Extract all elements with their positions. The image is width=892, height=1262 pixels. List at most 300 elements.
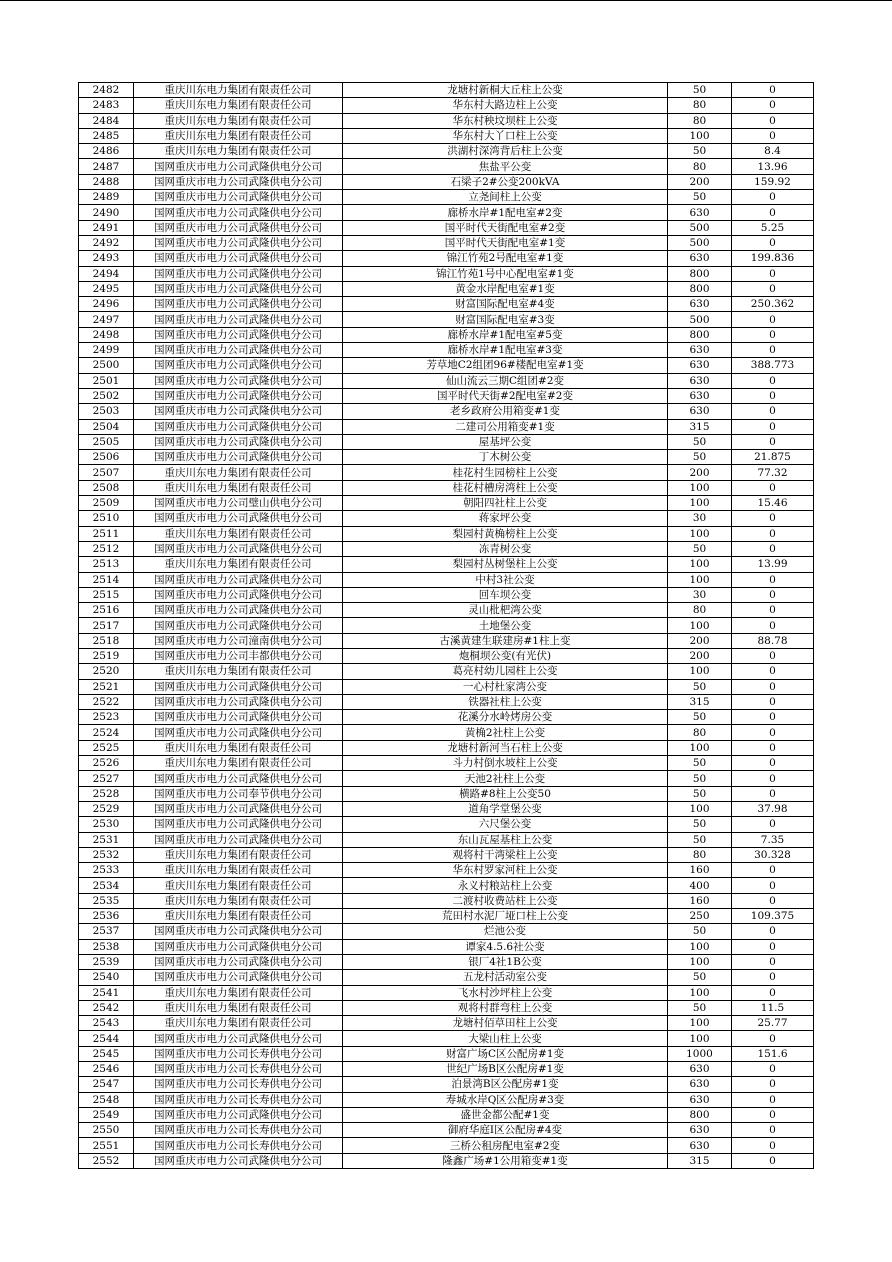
transformer-name-cell: 财富国际配电室#4变 (343, 297, 668, 312)
table-row (79, 694, 814, 709)
value-cell: 0 (732, 985, 814, 1000)
table-row (79, 327, 814, 342)
value-cell: 0 (732, 235, 814, 250)
capacity-cell: 100 (668, 1016, 732, 1031)
table-row (79, 98, 814, 113)
transformer-name-cell: 炮桐坝公变(有光伏) (343, 648, 668, 663)
row-number-cell: 2498 (79, 327, 134, 342)
table-row (79, 603, 814, 618)
company-cell: 国网重庆市电力公司武隆供电分公司 (134, 511, 343, 526)
row-number-cell: 2501 (79, 373, 134, 388)
value-cell: 0 (732, 786, 814, 801)
table-row (79, 909, 814, 924)
transformer-name-cell: 洪湖村深湾背后柱上公变 (343, 144, 668, 159)
capacity-cell: 50 (668, 144, 732, 159)
value-cell: 0 (732, 939, 814, 954)
table-row (79, 1077, 814, 1092)
row-number-cell: 2485 (79, 128, 134, 143)
row-number-cell: 2549 (79, 1107, 134, 1122)
value-cell: 0 (732, 83, 814, 98)
company-cell: 国网重庆市电力公司长寿供电分公司 (134, 1123, 343, 1138)
transformer-name-cell: 老乡政府公用箱变#1变 (343, 404, 668, 419)
company-cell: 国网重庆市电力公司武隆供电分公司 (134, 725, 343, 740)
company-cell: 国网重庆市电力公司武隆供电分公司 (134, 312, 343, 327)
table-row (79, 388, 814, 403)
capacity-cell: 30 (668, 587, 732, 602)
value-cell: 5.25 (732, 220, 814, 235)
table-row (79, 312, 814, 327)
table-row (79, 113, 814, 128)
value-cell: 15.46 (732, 496, 814, 511)
capacity-cell: 800 (668, 327, 732, 342)
company-cell: 国网重庆市电力公司武隆供电分公司 (134, 618, 343, 633)
table-row (79, 1062, 814, 1077)
value-cell: 0 (732, 694, 814, 709)
row-number-cell: 2507 (79, 465, 134, 480)
table-row (79, 740, 814, 755)
value-cell: 13.99 (732, 557, 814, 572)
row-number-cell: 2534 (79, 878, 134, 893)
transformer-name-cell: 仙山流云三期C组团#2变 (343, 373, 668, 388)
table-row (79, 572, 814, 587)
capacity-cell: 500 (668, 235, 732, 250)
row-number-cell: 2497 (79, 312, 134, 327)
value-cell: 77.32 (732, 465, 814, 480)
transformer-name-cell: 财富广场C区公配房#1变 (343, 1046, 668, 1061)
transformer-name-cell: 廊桥水岸#1配电室#3变 (343, 343, 668, 358)
row-number-cell: 2527 (79, 771, 134, 786)
transformer-name-cell: 银厂4社1B公变 (343, 954, 668, 969)
company-cell: 重庆川东电力集团有限责任公司 (134, 465, 343, 480)
transformer-name-cell: 古溪黄建生联建房#1柱上变 (343, 633, 668, 648)
transformer-name-cell: 中村3社公变 (343, 572, 668, 587)
capacity-cell: 400 (668, 878, 732, 893)
company-cell: 国网重庆市电力公司武隆供电分公司 (134, 266, 343, 281)
table-row (79, 863, 814, 878)
transformer-name-cell: 华东村大路边柱上公变 (343, 98, 668, 113)
capacity-cell: 50 (668, 924, 732, 939)
table-row (79, 878, 814, 893)
transformer-name-cell: 三桥公租房配电室#2变 (343, 1138, 668, 1153)
row-number-cell: 2489 (79, 190, 134, 205)
table-row (79, 664, 814, 679)
company-cell: 国网重庆市电力公司长寿供电分公司 (134, 1046, 343, 1061)
company-cell: 国网重庆市电力公司武隆供电分公司 (134, 771, 343, 786)
table-row (79, 511, 814, 526)
transformer-name-cell: 五龙村活动室公变 (343, 970, 668, 985)
row-number-cell: 2521 (79, 679, 134, 694)
row-number-cell: 2492 (79, 235, 134, 250)
value-cell: 0 (732, 343, 814, 358)
value-cell: 0 (732, 128, 814, 143)
company-cell: 重庆川东电力集团有限责任公司 (134, 740, 343, 755)
capacity-cell: 80 (668, 113, 732, 128)
table-row (79, 970, 814, 985)
capacity-cell: 630 (668, 251, 732, 266)
transformer-name-cell: 烂池公变 (343, 924, 668, 939)
company-cell: 重庆川东电力集团有限责任公司 (134, 480, 343, 495)
capacity-cell: 100 (668, 128, 732, 143)
table-row (79, 832, 814, 847)
capacity-cell: 100 (668, 985, 732, 1000)
row-number-cell: 2531 (79, 832, 134, 847)
company-cell: 国网重庆市电力公司长寿供电分公司 (134, 1138, 343, 1153)
capacity-cell: 100 (668, 801, 732, 816)
company-cell: 国网重庆市电力公司武隆供电分公司 (134, 343, 343, 358)
company-cell: 国网重庆市电力公司武隆供电分公司 (134, 450, 343, 465)
transformer-name-cell: 葛亮村幼儿园柱上公变 (343, 664, 668, 679)
transformer-name-cell: 廊桥水岸#1配电室#5变 (343, 327, 668, 342)
company-cell: 国网重庆市电力公司武隆供电分公司 (134, 970, 343, 985)
company-cell: 国网重庆市电力公司武隆供电分公司 (134, 419, 343, 434)
transformer-name-cell: 芳草地C2组团96#楼配电室#1变 (343, 358, 668, 373)
transformer-name-cell: 华东村罗家河柱上公变 (343, 863, 668, 878)
transformer-name-cell: 横路#8柱上公变50 (343, 786, 668, 801)
row-number-cell: 2525 (79, 740, 134, 755)
row-number-cell: 2486 (79, 144, 134, 159)
row-number-cell: 2546 (79, 1062, 134, 1077)
row-number-cell: 2511 (79, 526, 134, 541)
table-row (79, 771, 814, 786)
table-row (79, 1046, 814, 1061)
table-row (79, 373, 814, 388)
value-cell: 0 (732, 710, 814, 725)
row-number-cell: 2503 (79, 404, 134, 419)
row-number-cell: 2552 (79, 1153, 134, 1168)
table-row (79, 1123, 814, 1138)
row-number-cell: 2519 (79, 648, 134, 663)
company-cell: 国网重庆市电力公司武隆供电分公司 (134, 281, 343, 296)
capacity-cell: 630 (668, 1138, 732, 1153)
table-row (79, 404, 814, 419)
row-number-cell: 2543 (79, 1016, 134, 1031)
capacity-cell: 630 (668, 373, 732, 388)
company-cell: 重庆川东电力集团有限责任公司 (134, 144, 343, 159)
row-number-cell: 2506 (79, 450, 134, 465)
capacity-cell: 200 (668, 633, 732, 648)
transformer-name-cell: 龙塘村新桐大丘柱上公变 (343, 83, 668, 98)
row-number-cell: 2482 (79, 83, 134, 98)
table-row (79, 817, 814, 832)
value-cell: 0 (732, 1153, 814, 1168)
value-cell: 199.836 (732, 251, 814, 266)
page-top-rule (0, 0, 892, 1)
transformer-name-cell: 桂花村生园榜柱上公变 (343, 465, 668, 480)
value-cell: 0 (732, 190, 814, 205)
row-number-cell: 2526 (79, 756, 134, 771)
company-cell: 国网重庆市电力公司潼南供电分公司 (134, 633, 343, 648)
table-row (79, 1031, 814, 1046)
company-cell: 国网重庆市电力公司武隆供电分公司 (134, 603, 343, 618)
row-number-cell: 2548 (79, 1092, 134, 1107)
row-number-cell: 2544 (79, 1031, 134, 1046)
table-row (79, 924, 814, 939)
row-number-cell: 2523 (79, 710, 134, 725)
value-cell: 0 (732, 1062, 814, 1077)
row-number-cell: 2515 (79, 587, 134, 602)
company-cell: 重庆川东电力集团有限责任公司 (134, 985, 343, 1000)
transformer-name-cell: 国平时代天街配电室#2变 (343, 220, 668, 235)
row-number-cell: 2536 (79, 909, 134, 924)
transformer-name-cell: 梨园村黄桷榜柱上公变 (343, 526, 668, 541)
table-row (79, 1153, 814, 1168)
transformer-name-cell: 焦盐平公变 (343, 159, 668, 174)
company-cell: 重庆川东电力集团有限责任公司 (134, 98, 343, 113)
transformer-name-cell: 丁木树公变 (343, 450, 668, 465)
row-number-cell: 2550 (79, 1123, 134, 1138)
transformer-name-cell: 锦江竹苑1号中心配电室#1变 (343, 266, 668, 281)
transformer-name-cell: 荒田村水泥厂垭口柱上公变 (343, 909, 668, 924)
table-row (79, 496, 814, 511)
company-cell: 国网重庆市电力公司武隆供电分公司 (134, 174, 343, 189)
value-cell: 0 (732, 970, 814, 985)
transformer-name-cell: 国平时代天街#2配电室#2变 (343, 388, 668, 403)
company-cell: 国网重庆市电力公司武隆供电分公司 (134, 327, 343, 342)
capacity-cell: 630 (668, 1123, 732, 1138)
table-row (79, 144, 814, 159)
transformer-table (78, 82, 814, 1169)
value-cell: 88.78 (732, 633, 814, 648)
table-row (79, 587, 814, 602)
value-cell: 0 (732, 603, 814, 618)
company-cell: 国网重庆市电力公司长寿供电分公司 (134, 1077, 343, 1092)
table-row (79, 985, 814, 1000)
row-number-cell: 2490 (79, 205, 134, 220)
row-number-cell: 2500 (79, 358, 134, 373)
transformer-name-cell: 冻青树公变 (343, 541, 668, 556)
table-row (79, 1138, 814, 1153)
table-row (79, 893, 814, 908)
table-row (79, 801, 814, 816)
transformer-name-cell: 大梁山柱上公变 (343, 1031, 668, 1046)
transformer-name-cell: 御府华庭I区公配房#4变 (343, 1123, 668, 1138)
row-number-cell: 2522 (79, 694, 134, 709)
value-cell: 30.328 (732, 847, 814, 862)
transformer-name-cell: 世纪广场B区公配房#1变 (343, 1062, 668, 1077)
row-number-cell: 2524 (79, 725, 134, 740)
company-cell: 国网重庆市电力公司武隆供电分公司 (134, 251, 343, 266)
company-cell: 国网重庆市电力公司武隆供电分公司 (134, 954, 343, 969)
transformer-name-cell: 二建司公用箱变#1变 (343, 419, 668, 434)
row-number-cell: 2533 (79, 863, 134, 878)
row-number-cell: 2504 (79, 419, 134, 434)
company-cell: 重庆川东电力集团有限责任公司 (134, 847, 343, 862)
row-number-cell: 2491 (79, 220, 134, 235)
company-cell: 国网重庆市电力公司武隆供电分公司 (134, 297, 343, 312)
company-cell: 国网重庆市电力公司武隆供电分公司 (134, 924, 343, 939)
company-cell: 国网重庆市电力公司丰都供电分公司 (134, 648, 343, 663)
transformer-name-cell: 泊景湾B区公配房#1变 (343, 1077, 668, 1092)
company-cell: 国网重庆市电力公司武隆供电分公司 (134, 817, 343, 832)
capacity-cell: 80 (668, 603, 732, 618)
capacity-cell: 800 (668, 266, 732, 281)
transformer-name-cell: 朝阳四社柱上公变 (343, 496, 668, 511)
value-cell: 0 (732, 1077, 814, 1092)
capacity-cell: 50 (668, 756, 732, 771)
table-row (79, 633, 814, 648)
row-number-cell: 2538 (79, 939, 134, 954)
transformer-name-cell: 梨园村丛树堡柱上公变 (343, 557, 668, 572)
capacity-cell: 200 (668, 648, 732, 663)
company-cell: 国网重庆市电力公司武隆供电分公司 (134, 373, 343, 388)
capacity-cell: 100 (668, 664, 732, 679)
table-row (79, 786, 814, 801)
value-cell: 109.375 (732, 909, 814, 924)
capacity-cell: 500 (668, 220, 732, 235)
capacity-cell: 80 (668, 725, 732, 740)
table-row (79, 1000, 814, 1015)
row-number-cell: 2517 (79, 618, 134, 633)
capacity-cell: 315 (668, 1153, 732, 1168)
transformer-name-cell: 一心村杜家湾公变 (343, 679, 668, 694)
row-number-cell: 2532 (79, 847, 134, 862)
row-number-cell: 2514 (79, 572, 134, 587)
capacity-cell: 800 (668, 281, 732, 296)
company-cell: 国网重庆市电力公司武隆供电分公司 (134, 1153, 343, 1168)
value-cell: 0 (732, 327, 814, 342)
company-cell: 国网重庆市电力公司武隆供电分公司 (134, 220, 343, 235)
table-body (79, 83, 814, 1169)
transformer-name-cell: 东山瓦屋基柱上公变 (343, 832, 668, 847)
table-row (79, 159, 814, 174)
transformer-name-cell: 龙塘村佰草田柱上公变 (343, 1016, 668, 1031)
capacity-cell: 50 (668, 710, 732, 725)
company-cell: 重庆川东电力集团有限责任公司 (134, 1016, 343, 1031)
value-cell: 0 (732, 756, 814, 771)
value-cell: 0 (732, 526, 814, 541)
table-row (79, 434, 814, 449)
value-cell: 388.773 (732, 358, 814, 373)
table-row (79, 557, 814, 572)
table-row (79, 251, 814, 266)
transformer-name-cell: 回车坝公变 (343, 587, 668, 602)
transformer-name-cell: 道角学堂堡公变 (343, 801, 668, 816)
transformer-name-cell: 华东村大丫口柱上公变 (343, 128, 668, 143)
table-row (79, 220, 814, 235)
value-cell: 0 (732, 98, 814, 113)
capacity-cell: 200 (668, 465, 732, 480)
company-cell: 重庆川东电力集团有限责任公司 (134, 526, 343, 541)
capacity-cell: 630 (668, 404, 732, 419)
transformer-name-cell: 盛世金都公配#1变 (343, 1107, 668, 1122)
transformer-name-cell: 花溪分水岭烤房公变 (343, 710, 668, 725)
capacity-cell: 80 (668, 847, 732, 862)
row-number-cell: 2512 (79, 541, 134, 556)
transformer-name-cell: 斗力村倒水坡柱上公变 (343, 756, 668, 771)
transformer-name-cell: 屋基坪公变 (343, 434, 668, 449)
capacity-cell: 100 (668, 939, 732, 954)
transformer-name-cell: 隆鑫广场#1公用箱变#1变 (343, 1153, 668, 1168)
value-cell: 0 (732, 1123, 814, 1138)
table-row (79, 450, 814, 465)
row-number-cell: 2528 (79, 786, 134, 801)
row-number-cell: 2530 (79, 817, 134, 832)
value-cell: 0 (732, 924, 814, 939)
table-row (79, 954, 814, 969)
transformer-name-cell: 龙塘村新河当石柱上公变 (343, 740, 668, 755)
capacity-cell: 630 (668, 1092, 732, 1107)
value-cell: 0 (732, 373, 814, 388)
capacity-cell: 50 (668, 786, 732, 801)
company-cell: 国网重庆市电力公司奉节供电分公司 (134, 786, 343, 801)
row-number-cell: 2529 (79, 801, 134, 816)
capacity-cell: 50 (668, 817, 732, 832)
transformer-name-cell: 寿城水岸Q区公配房#3变 (343, 1092, 668, 1107)
value-cell: 0 (732, 679, 814, 694)
value-cell: 0 (732, 618, 814, 633)
table-row (79, 465, 814, 480)
row-number-cell: 2545 (79, 1046, 134, 1061)
row-number-cell: 2505 (79, 434, 134, 449)
capacity-cell: 50 (668, 450, 732, 465)
value-cell: 0 (732, 664, 814, 679)
value-cell: 250.362 (732, 297, 814, 312)
value-cell: 0 (732, 1138, 814, 1153)
row-number-cell: 2509 (79, 496, 134, 511)
capacity-cell: 50 (668, 679, 732, 694)
company-cell: 国网重庆市电力公司武隆供电分公司 (134, 587, 343, 602)
transformer-name-cell: 立尧间柱上公变 (343, 190, 668, 205)
company-cell: 国网重庆市电力公司武隆供电分公司 (134, 358, 343, 373)
table-row (79, 174, 814, 189)
company-cell: 重庆川东电力集团有限责任公司 (134, 83, 343, 98)
table-row (79, 343, 814, 358)
table-row (79, 281, 814, 296)
row-number-cell: 2508 (79, 480, 134, 495)
row-number-cell: 2539 (79, 954, 134, 969)
company-cell: 国网重庆市电力公司武隆供电分公司 (134, 572, 343, 587)
row-number-cell: 2499 (79, 343, 134, 358)
capacity-cell: 100 (668, 496, 732, 511)
row-number-cell: 2488 (79, 174, 134, 189)
value-cell: 0 (732, 480, 814, 495)
company-cell: 重庆川东电力集团有限责任公司 (134, 756, 343, 771)
company-cell: 国网重庆市电力公司武隆供电分公司 (134, 205, 343, 220)
transformer-name-cell: 黄金水岸配电室#1变 (343, 281, 668, 296)
table-row (79, 756, 814, 771)
capacity-cell: 1000 (668, 1046, 732, 1061)
row-number-cell: 2542 (79, 1000, 134, 1015)
value-cell: 0 (732, 404, 814, 419)
value-cell: 0 (732, 893, 814, 908)
table-row (79, 526, 814, 541)
value-cell: 7.35 (732, 832, 814, 847)
capacity-cell: 630 (668, 205, 732, 220)
transformer-name-cell: 国平时代天街配电室#1变 (343, 235, 668, 250)
capacity-cell: 315 (668, 419, 732, 434)
company-cell: 国网重庆市电力公司武隆供电分公司 (134, 1031, 343, 1046)
row-number-cell: 2495 (79, 281, 134, 296)
capacity-cell: 80 (668, 159, 732, 174)
transformer-name-cell: 铁器社柱上公变 (343, 694, 668, 709)
capacity-cell: 500 (668, 312, 732, 327)
capacity-cell: 50 (668, 541, 732, 556)
capacity-cell: 250 (668, 909, 732, 924)
capacity-cell: 800 (668, 1107, 732, 1122)
table-row (79, 235, 814, 250)
table-row (79, 618, 814, 633)
capacity-cell: 50 (668, 190, 732, 205)
capacity-cell: 50 (668, 970, 732, 985)
value-cell: 0 (732, 312, 814, 327)
transformer-name-cell: 六尺堡公变 (343, 817, 668, 832)
transformer-name-cell: 桂花村槽房湾柱上公变 (343, 480, 668, 495)
table-row (79, 297, 814, 312)
value-cell: 0 (732, 572, 814, 587)
company-cell: 国网重庆市电力公司武隆供电分公司 (134, 710, 343, 725)
row-number-cell: 2513 (79, 557, 134, 572)
table-row (79, 480, 814, 495)
